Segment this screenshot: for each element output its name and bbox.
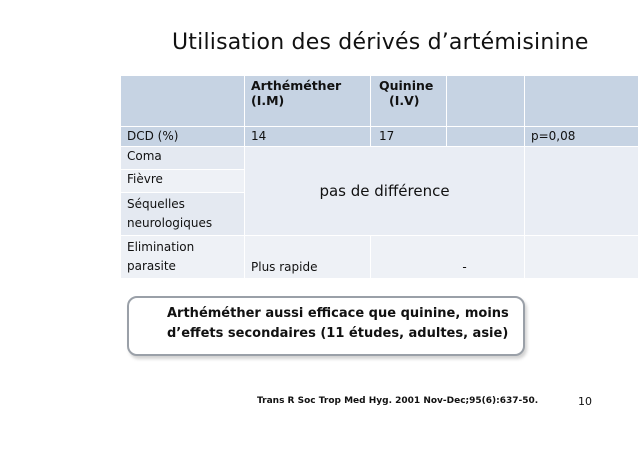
- header-artemether: [245, 76, 371, 127]
- table-header-row: [121, 76, 638, 127]
- elimination-quinine: -: [371, 236, 525, 279]
- header-quinine-line1: Quinine: [379, 78, 434, 93]
- callout-line1: Arthéméther aussi efficace que quinine, moins: [167, 306, 509, 321]
- elimination-line2: parasite: [127, 259, 176, 273]
- dcd-artemether: 14: [245, 127, 371, 147]
- table-row-dcd: [121, 127, 638, 147]
- coma-label: Coma: [121, 147, 245, 170]
- comparison-table: [120, 75, 638, 279]
- merged-p-empty: [525, 147, 638, 236]
- table-row-elimination: [121, 236, 638, 279]
- dcd-label: DCD (%): [121, 127, 245, 147]
- header-artemether-line2: (I.M): [251, 93, 285, 108]
- header-quinine-ext: [447, 76, 525, 127]
- elimination-artemether: Plus rapide: [245, 236, 371, 279]
- fievre-label: Fièvre: [121, 170, 245, 193]
- elimination-line1: Elimination: [127, 240, 195, 254]
- dcd-p-value: p=0,08: [525, 127, 638, 147]
- page-number: 10: [578, 395, 592, 408]
- conclusion-callout: [127, 296, 525, 356]
- elimination-label: [121, 236, 245, 279]
- callout-text: [167, 304, 509, 344]
- reference-citation: Trans R Soc Trop Med Hyg. 2001 Nov-Dec;95(6):637-50.: [257, 396, 539, 406]
- sequelles-line2: neurologiques: [127, 216, 213, 230]
- header-quinine-line2: (I.V): [389, 93, 420, 108]
- elimination-p-empty: [525, 236, 638, 279]
- slide-title: Utilisation des dérivés d’artémisinine: [172, 30, 589, 55]
- dcd-quinine: 17: [371, 127, 447, 147]
- callout-line2: d’effets secondaires (11 études, adultes, asie): [167, 326, 509, 341]
- merged-no-difference: pas de différence: [245, 147, 525, 236]
- header-quinine: [371, 76, 447, 127]
- header-artemether-line1: Arthéméther: [251, 78, 342, 93]
- header-p-cell: [525, 76, 638, 127]
- table-row-coma: [121, 147, 638, 170]
- sequelles-line1: Séquelles: [127, 197, 185, 211]
- sequelles-label: [121, 193, 245, 236]
- dcd-spacer: [447, 127, 525, 147]
- header-empty-cell: [121, 76, 245, 127]
